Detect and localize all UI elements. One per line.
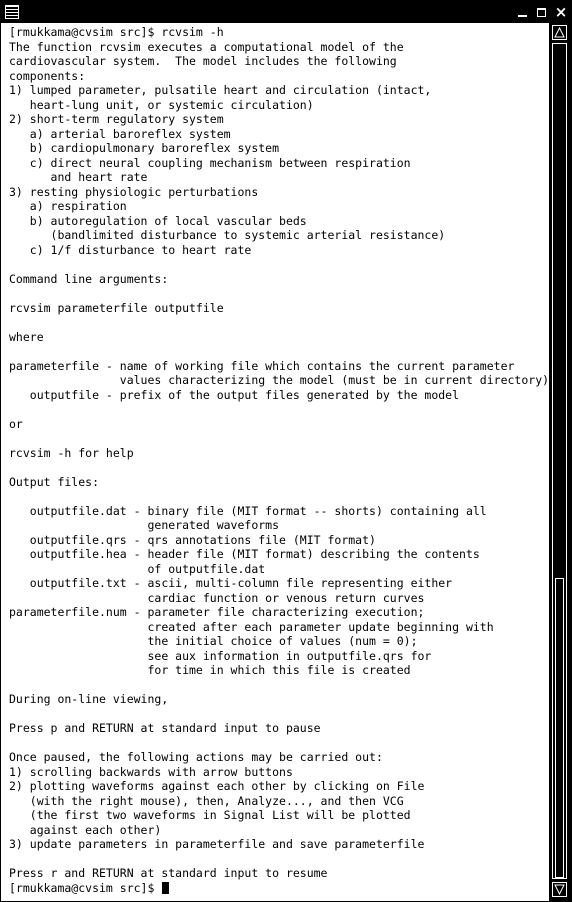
- maximize-button[interactable]: [532, 3, 550, 21]
- terminal-line: see aux information in outputfile.qrs for: [147, 648, 432, 663]
- terminal-line: for time in which this file is created: [147, 663, 411, 677]
- triangle-up-icon: [553, 26, 566, 39]
- terminal-line: parameterfile - name of working file which contains the current parameter: [9, 358, 515, 373]
- window-menu-button[interactable]: [3, 3, 21, 21]
- scroll-down-button[interactable]: [552, 882, 567, 897]
- terminal-line: a) respiration: [29, 199, 127, 213]
- scroll-track[interactable]: [552, 43, 567, 879]
- terminal-line: 3) update parameters in parameterfile and save parameterfile: [9, 837, 425, 851]
- terminal-line: 3) resting physiologic perturbations: [9, 184, 259, 199]
- terminal-line: Command line arguments:: [9, 271, 169, 286]
- terminal-line: cardiovascular system. The model includes the following: [9, 54, 397, 68]
- scroll-thumb[interactable]: [555, 578, 564, 878]
- terminal-line: cardiac function or venous return curves: [147, 590, 425, 605]
- terminal-line: (the first two waveforms in Signal List will be plotted: [29, 808, 411, 822]
- terminal-line: (with the right mouse), then, Analyze..., and then VCG: [29, 793, 404, 808]
- close-button[interactable]: [552, 3, 570, 21]
- terminal-line: Press r and RETURN at standard input to resume: [9, 866, 328, 880]
- terminal-line: 1) lumped parameter, pulsatile heart and circulation (intact,: [9, 83, 432, 97]
- terminal-line: b) cardiopulmonary baroreflex system: [29, 141, 280, 155]
- terminal-line: components:: [9, 68, 86, 83]
- terminal-line: c) 1/f disturbance to heart rate: [29, 242, 252, 257]
- terminal-line: [rmukkama@cvsim src]$ rcvsim -h: [9, 25, 224, 39]
- terminal-line: (bandlimited disturbance to systemic arterial resistance): [50, 228, 446, 242]
- terminal-line: against each other): [29, 822, 162, 837]
- terminal-line: outputfile.hea - header file (MIT format) describing the contents: [29, 547, 480, 561]
- terminal-text: [9, 25, 549, 880]
- minimize-button[interactable]: [513, 3, 531, 21]
- terminal-line: b) autoregulation of local vascular beds: [29, 213, 307, 228]
- triangle-down-icon: [553, 883, 566, 896]
- terminal-line: outputfile.txt - ascii, multi-column file representing either: [29, 576, 453, 590]
- text-cursor: [162, 882, 169, 894]
- command-prompt: [rmukkama@cvsim src]$: [9, 880, 162, 895]
- terminal-line: or: [9, 416, 23, 431]
- terminal-line: rcvsim parameterfile outputfile: [9, 300, 224, 315]
- terminal-area[interactable]: [3, 23, 549, 901]
- terminal-line: Press p and RETURN at standard input to pause: [9, 721, 321, 735]
- terminal-line: Output files:: [9, 474, 100, 489]
- terminal-line: and heart rate: [50, 170, 148, 184]
- terminal-line: During on-line viewing,: [9, 692, 169, 706]
- terminal-line: outputfile.qrs - qrs annotations file (MIT format): [29, 532, 376, 547]
- terminal-line: 2) short-term regulatory system: [9, 112, 224, 126]
- terminal-line: values characterizing the model (must be in current directory): [119, 373, 549, 387]
- scroll-up-button[interactable]: [552, 25, 567, 40]
- terminal-line: heart-lung unit, or systemic circulation): [29, 97, 314, 112]
- terminal-line: 2) plotting waveforms against each other by clicking on File: [9, 779, 425, 793]
- maximize-icon: [537, 8, 546, 17]
- terminal-line: outputfile - prefix of the output files generated by the model: [29, 387, 460, 402]
- minimize-icon: [518, 15, 527, 17]
- terminal-line: c) direct neural coupling mechanism between respiration: [29, 155, 411, 170]
- vertical-scrollbar[interactable]: [549, 23, 571, 901]
- terminal-line: a) arterial baroreflex system: [29, 126, 231, 141]
- title-bar[interactable]: [1, 1, 572, 23]
- terminal-line: generated waveforms: [147, 518, 280, 532]
- terminal-output: [9, 25, 549, 895]
- terminal-line: rcvsim -h for help: [9, 445, 134, 460]
- terminal-line: outputfile.dat - binary file (MIT format -- shorts) containing all: [29, 503, 487, 518]
- terminal-line: 1) scrolling backwards with arrow buttons: [9, 764, 293, 779]
- terminal-line: of outputfile.dat: [147, 561, 266, 576]
- terminal-line: the initial choice of values (num = 0);: [147, 634, 418, 648]
- terminal-line: Once paused, the following actions may be carried out:: [9, 750, 383, 764]
- terminal-line: The function rcvsim executes a computational model of the: [9, 39, 404, 54]
- terminal-line: created after each parameter update beginning with: [147, 619, 494, 634]
- close-icon: ×: [554, 2, 568, 21]
- terminal-line: where: [9, 329, 44, 344]
- terminal-line: parameterfile.num - parameter file characterizing execution;: [9, 605, 425, 619]
- menu-icon: [5, 5, 19, 19]
